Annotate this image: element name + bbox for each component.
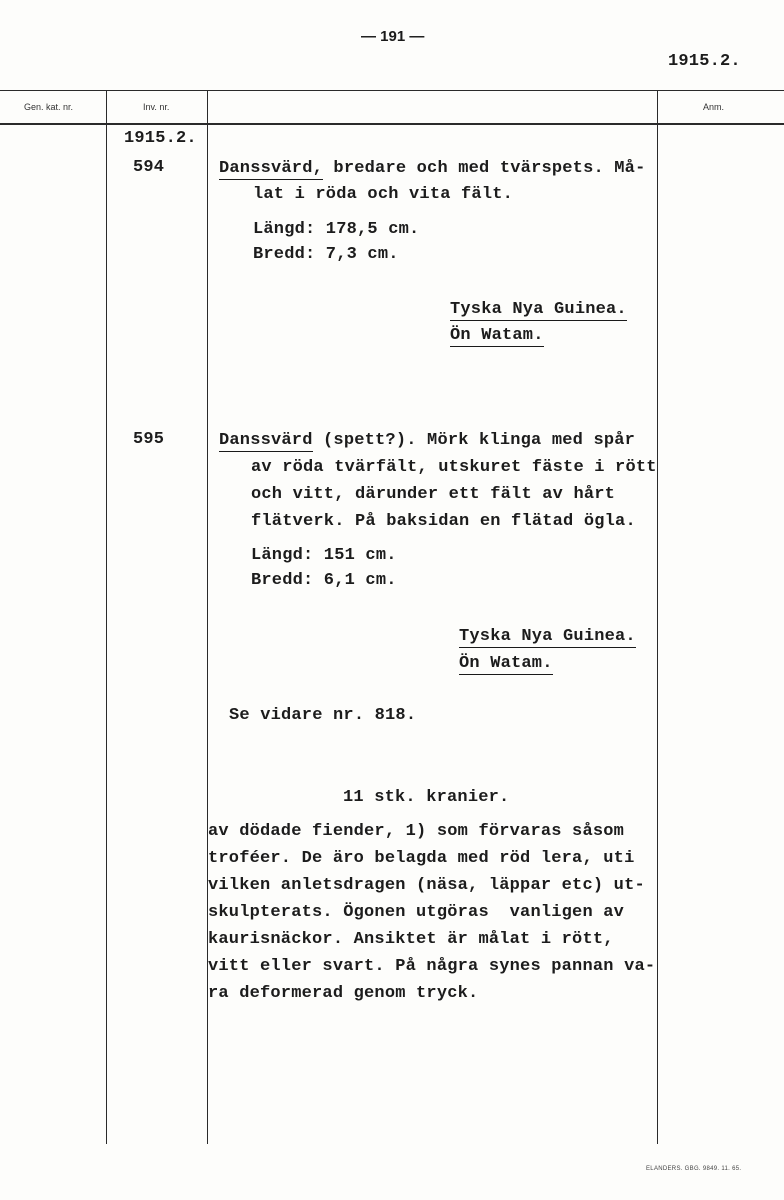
entry-595-place-2: Ön Watam.	[459, 654, 553, 673]
skulls-line-6: vitt eller svart. På några synes pannan va-	[208, 957, 656, 976]
entry-594-length: Längd: 178,5 cm.	[253, 220, 420, 239]
entry-594-width: Bredd: 7,3 cm.	[253, 245, 399, 264]
column-header-gen-kat: Gen. kat. nr.	[24, 102, 74, 112]
entry-595-line-2: av röda tvärfält, utskuret fäste i rött	[251, 458, 657, 477]
header-bottom-rule	[0, 123, 784, 125]
column-divider-gen-inv	[106, 90, 107, 1144]
entry-595-term: Danssvärd	[219, 431, 313, 450]
entry-594-place-1: Tyska Nya Guinea.	[450, 300, 627, 319]
inv-number-595: 595	[133, 430, 165, 449]
entry-595-line-3: och vitt, därunder ett fält av hårt	[251, 485, 616, 504]
skulls-line-5: kaurisnäckor. Ansiktet är målat i rött,	[208, 930, 614, 949]
skulls-line-7: ra deformerad genom tryck.	[208, 984, 479, 1003]
inv-number-594: 594	[133, 158, 165, 177]
entry-595-length: Längd: 151 cm.	[251, 546, 397, 565]
entry-595-see-also: Se vidare nr. 818.	[229, 706, 417, 725]
skulls-heading: 11 stk. kranier.	[343, 788, 510, 807]
entry-595-line-1: Danssvärd (spett?). Mörk klinga med spår	[219, 431, 636, 450]
skulls-line-4: skulpterats. Ögonen utgöras vanligen av	[208, 903, 625, 922]
page-number: — 191 —	[361, 28, 425, 45]
year-reference: 1915.2.	[668, 52, 741, 71]
entry-594-place-2: Ön Watam.	[450, 326, 544, 345]
printer-mark: ELANDERS. GBG. 9849. 11. 65.	[646, 1166, 742, 1172]
entry-594-line-1: Danssvärd, bredare och med tvärspets. Må-	[219, 159, 646, 178]
entry-594-line-2: lat i röda och vita fält.	[253, 185, 514, 204]
entry-595-place-1: Tyska Nya Guinea.	[459, 627, 636, 646]
column-header-anm: Anm.	[703, 102, 725, 112]
entry-594-term: Danssvärd,	[219, 159, 324, 178]
inv-year: 1915.2.	[124, 129, 197, 148]
skulls-line-1: av dödade fiender, 1) som förvaras såsom	[208, 822, 625, 841]
skulls-line-3: vilken anletsdragen (näsa, läppar etc) ut-	[208, 876, 645, 895]
entry-595-width: Bredd: 6,1 cm.	[251, 571, 397, 590]
column-divider-text-anm	[657, 90, 658, 1144]
entry-595-line-4: flätverk. På baksidan en flätad ögla.	[251, 512, 636, 531]
skulls-line-2: troféer. De äro belagda med röd lera, uti	[208, 849, 635, 868]
header-top-rule	[0, 90, 784, 91]
column-header-inv: Inv. nr.	[143, 102, 170, 112]
